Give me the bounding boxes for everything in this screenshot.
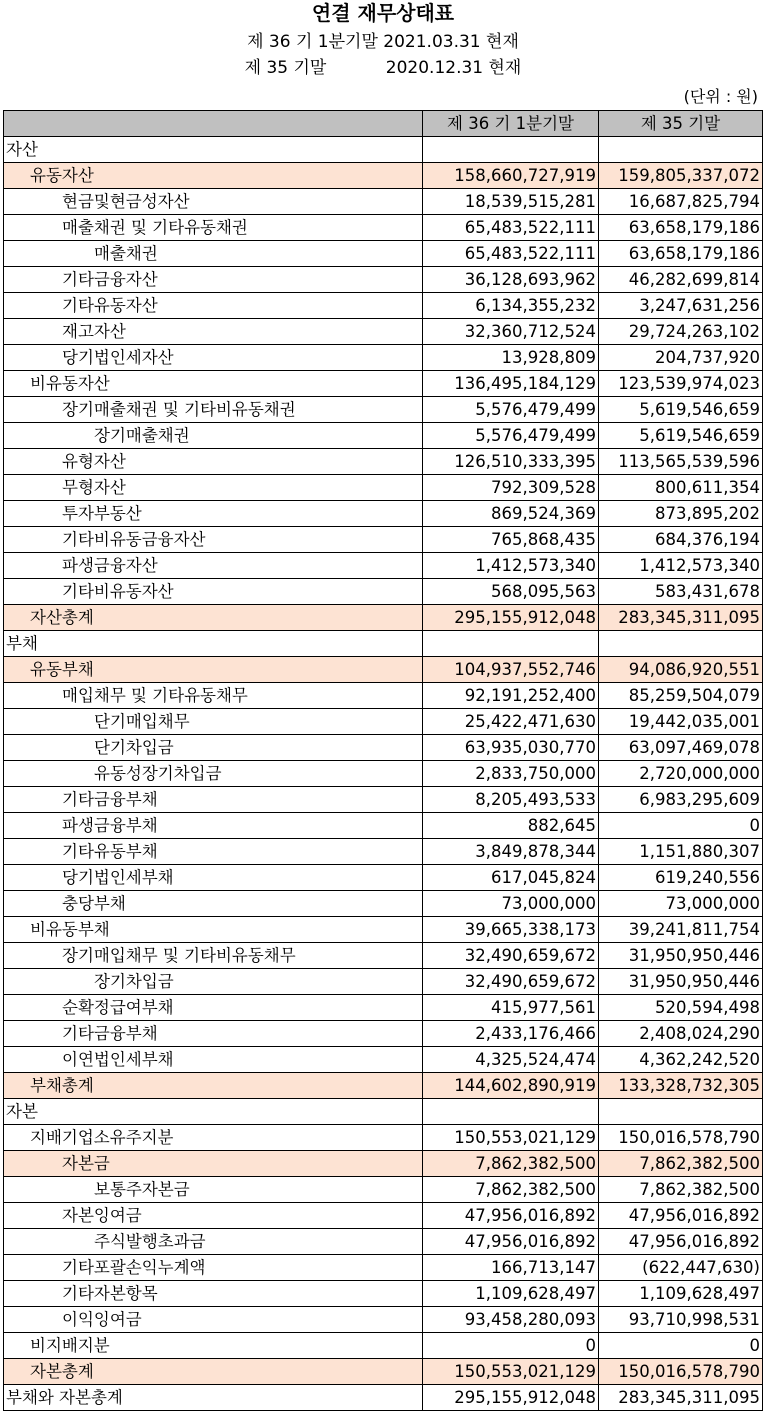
row-label: 자산총계 — [4, 605, 423, 631]
table-row — [4, 1385, 763, 1411]
table-row — [4, 501, 763, 527]
table-row — [4, 475, 763, 501]
header-current-period: 제 36 기 1분기말 — [423, 111, 599, 137]
row-label: 이연법인세부채 — [4, 1047, 423, 1073]
current-period-value — [423, 137, 599, 163]
table-row — [4, 1229, 763, 1255]
row-label: 부채와 자본총계 — [4, 1385, 423, 1411]
row-label: 장기매입채무 및 기타비유동채무 — [4, 943, 423, 969]
previous-period-value: 150,016,578,790 — [599, 1125, 763, 1151]
table-row — [4, 943, 763, 969]
previous-period-value: 31,950,950,446 — [599, 943, 763, 969]
previous-period-value: 283,345,311,095 — [599, 605, 763, 631]
current-period-value: 295,155,912,048 — [423, 605, 599, 631]
table-row — [4, 995, 763, 1021]
current-period-value: 73,000,000 — [423, 891, 599, 917]
table-row — [4, 1021, 763, 1047]
row-label: 기타금융자산 — [4, 267, 423, 293]
table-row — [4, 345, 763, 371]
table-row — [4, 605, 763, 631]
current-period-value: 150,553,021,129 — [423, 1125, 599, 1151]
previous-period-value: 46,282,699,814 — [599, 267, 763, 293]
previous-period-value: 583,431,678 — [599, 579, 763, 605]
current-period-value: 92,191,252,400 — [423, 683, 599, 709]
previous-period-value: 5,619,546,659 — [599, 423, 763, 449]
previous-period-value: 283,345,311,095 — [599, 1385, 763, 1411]
row-label: 부채 — [4, 631, 423, 657]
row-label: 파생금융부채 — [4, 813, 423, 839]
table-row — [4, 449, 763, 475]
previous-period-value — [599, 137, 763, 163]
row-label: 재고자산 — [4, 319, 423, 345]
current-period-value: 36,128,693,962 — [423, 267, 599, 293]
table-row — [4, 371, 763, 397]
current-period-value: 8,205,493,533 — [423, 787, 599, 813]
current-period-value: 295,155,912,048 — [423, 1385, 599, 1411]
row-label: 지배기업소유주지분 — [4, 1125, 423, 1151]
unit-label: (단위 : 원) — [683, 87, 758, 106]
previous-period-value: 0 — [599, 1333, 763, 1359]
row-label: 기타비유동자산 — [4, 579, 423, 605]
previous-period-value — [599, 631, 763, 657]
current-period-value: 158,660,727,919 — [423, 163, 599, 189]
previous-period-value: 0 — [599, 813, 763, 839]
row-label: 자본총계 — [4, 1359, 423, 1385]
row-label: 자본잉여금 — [4, 1203, 423, 1229]
previous-period-value: 159,805,337,072 — [599, 163, 763, 189]
table-row — [4, 865, 763, 891]
table-row — [4, 735, 763, 761]
table-row — [4, 189, 763, 215]
previous-period-value: 73,000,000 — [599, 891, 763, 917]
current-period-value: 7,862,382,500 — [423, 1151, 599, 1177]
previous-period-value: 47,956,016,892 — [599, 1229, 763, 1255]
row-label: 매출채권 — [4, 241, 423, 267]
current-period-value: 5,576,479,499 — [423, 423, 599, 449]
current-period-value: 150,553,021,129 — [423, 1359, 599, 1385]
table-row — [4, 215, 763, 241]
current-period-value: 104,937,552,746 — [423, 657, 599, 683]
document-title: 연결 재무상태표 — [311, 1, 455, 25]
previous-period-value: 1,109,628,497 — [599, 1281, 763, 1307]
table-body — [4, 137, 763, 1411]
row-label: 기타자본항목 — [4, 1281, 423, 1307]
previous-period-value: 29,724,263,102 — [599, 319, 763, 345]
current-period-value: 568,095,563 — [423, 579, 599, 605]
previous-period-value: 1,151,880,307 — [599, 839, 763, 865]
previous-period-value: 63,658,179,186 — [599, 241, 763, 267]
current-period-value: 1,412,573,340 — [423, 553, 599, 579]
current-period-value — [423, 1099, 599, 1125]
row-label: 투자부동산 — [4, 501, 423, 527]
previous-period-value: 63,658,179,186 — [599, 215, 763, 241]
table-row — [4, 631, 763, 657]
current-period-value: 18,539,515,281 — [423, 189, 599, 215]
current-period-value: 47,956,016,892 — [423, 1203, 599, 1229]
row-label: 단기차입금 — [4, 735, 423, 761]
current-period-value: 792,309,528 — [423, 475, 599, 501]
current-period-value: 65,483,522,111 — [423, 215, 599, 241]
previous-period-value: 4,362,242,520 — [599, 1047, 763, 1073]
row-label: 부채총계 — [4, 1073, 423, 1099]
previous-period-value: 85,259,504,079 — [599, 683, 763, 709]
current-period-value: 882,645 — [423, 813, 599, 839]
current-period-value: 32,490,659,672 — [423, 969, 599, 995]
current-period-value: 39,665,338,173 — [423, 917, 599, 943]
table-row — [4, 1333, 763, 1359]
previous-period-value: 113,565,539,596 — [599, 449, 763, 475]
row-label: 자산 — [4, 137, 423, 163]
current-period-value: 136,495,184,129 — [423, 371, 599, 397]
previous-period-value: 94,086,920,551 — [599, 657, 763, 683]
current-period-value: 765,868,435 — [423, 527, 599, 553]
table-row — [4, 917, 763, 943]
previous-period-value: 31,950,950,446 — [599, 969, 763, 995]
current-period-value: 0 — [423, 1333, 599, 1359]
current-period-value: 3,849,878,344 — [423, 839, 599, 865]
previous-period-value: 1,412,573,340 — [599, 553, 763, 579]
current-period-value: 415,977,561 — [423, 995, 599, 1021]
table-row — [4, 1255, 763, 1281]
row-label: 당기법인세자산 — [4, 345, 423, 371]
row-label: 기타유동부채 — [4, 839, 423, 865]
previous-period-value: 19,442,035,001 — [599, 709, 763, 735]
current-period-value: 144,602,890,919 — [423, 1073, 599, 1099]
row-label: 충당부채 — [4, 891, 423, 917]
row-label: 이익잉여금 — [4, 1307, 423, 1333]
previous-period-value: 7,862,382,500 — [599, 1177, 763, 1203]
row-label: 장기매출채권 및 기타비유동채권 — [4, 397, 423, 423]
previous-period-value: (622,447,630) — [599, 1255, 763, 1281]
row-label: 당기법인세부채 — [4, 865, 423, 891]
table-row — [4, 761, 763, 787]
current-period-value: 25,422,471,630 — [423, 709, 599, 735]
current-period-value: 93,458,280,093 — [423, 1307, 599, 1333]
table-row — [4, 267, 763, 293]
row-label: 주식발행초과금 — [4, 1229, 423, 1255]
table-row — [4, 839, 763, 865]
balance-sheet-table — [3, 110, 763, 1411]
row-label: 매입채무 및 기타유동채무 — [4, 683, 423, 709]
previous-period-value: 619,240,556 — [599, 865, 763, 891]
header-label-cell — [4, 111, 423, 137]
table-row — [4, 787, 763, 813]
table-row — [4, 683, 763, 709]
row-label: 보통주자본금 — [4, 1177, 423, 1203]
previous-period-value: 204,737,920 — [599, 345, 763, 371]
previous-period-value: 6,983,295,609 — [599, 787, 763, 813]
row-label: 자본금 — [4, 1151, 423, 1177]
current-period-value: 6,134,355,232 — [423, 293, 599, 319]
previous-period-value: 133,328,732,305 — [599, 1073, 763, 1099]
row-label: 무형자산 — [4, 475, 423, 501]
table-row — [4, 553, 763, 579]
previous-period-value: 93,710,998,531 — [599, 1307, 763, 1333]
table-row — [4, 423, 763, 449]
previous-period-value: 123,539,974,023 — [599, 371, 763, 397]
row-label: 유동성장기차입금 — [4, 761, 423, 787]
current-period-line: 제 36 기 1분기말 2021.03.31 현재 — [247, 32, 519, 52]
previous-period-value — [599, 1099, 763, 1125]
row-label: 기타금융부채 — [4, 787, 423, 813]
row-label: 기타포괄손익누계액 — [4, 1255, 423, 1281]
row-label: 매출채권 및 기타유동채권 — [4, 215, 423, 241]
current-period-value: 63,935,030,770 — [423, 735, 599, 761]
row-label: 장기매출채권 — [4, 423, 423, 449]
row-label: 비지배지분 — [4, 1333, 423, 1359]
current-period-value: 1,109,628,497 — [423, 1281, 599, 1307]
table-row — [4, 1073, 763, 1099]
table-row — [4, 137, 763, 163]
current-period-value: 65,483,522,111 — [423, 241, 599, 267]
row-label: 유동부채 — [4, 657, 423, 683]
current-period-value: 126,510,333,395 — [423, 449, 599, 475]
row-label: 기타유동자산 — [4, 293, 423, 319]
row-label: 기타금융부채 — [4, 1021, 423, 1047]
row-label: 유형자산 — [4, 449, 423, 475]
previous-period-value: 3,247,631,256 — [599, 293, 763, 319]
current-period-value: 869,524,369 — [423, 501, 599, 527]
previous-period-value: 873,895,202 — [599, 501, 763, 527]
row-label: 자본 — [4, 1099, 423, 1125]
previous-period-line: 제 35 기말 2020.12.31 현재 — [244, 58, 522, 78]
current-period-value: 13,928,809 — [423, 345, 599, 371]
current-period-value: 2,433,176,466 — [423, 1021, 599, 1047]
header-previous-period: 제 35 기말 — [599, 111, 763, 137]
table-row — [4, 527, 763, 553]
current-period-value: 32,360,712,524 — [423, 319, 599, 345]
previous-period-value: 150,016,578,790 — [599, 1359, 763, 1385]
table-row — [4, 1125, 763, 1151]
row-label: 장기차입금 — [4, 969, 423, 995]
previous-period-value: 16,687,825,794 — [599, 189, 763, 215]
table-row — [4, 657, 763, 683]
current-period-value: 4,325,524,474 — [423, 1047, 599, 1073]
table-row — [4, 1203, 763, 1229]
row-label: 순확정급여부채 — [4, 995, 423, 1021]
table-row — [4, 813, 763, 839]
row-label: 비유동부채 — [4, 917, 423, 943]
row-label: 파생금융자산 — [4, 553, 423, 579]
table-row — [4, 1281, 763, 1307]
current-period-value: 47,956,016,892 — [423, 1229, 599, 1255]
row-label: 기타비유동금융자산 — [4, 527, 423, 553]
table-row — [4, 1099, 763, 1125]
previous-period-value: 7,862,382,500 — [599, 1151, 763, 1177]
table-row — [4, 241, 763, 267]
table-row — [4, 579, 763, 605]
current-period-value — [423, 631, 599, 657]
previous-period-value: 2,720,000,000 — [599, 761, 763, 787]
current-period-value: 166,713,147 — [423, 1255, 599, 1281]
table-row — [4, 397, 763, 423]
current-period-value: 617,045,824 — [423, 865, 599, 891]
previous-period-value: 2,408,024,290 — [599, 1021, 763, 1047]
table-row — [4, 293, 763, 319]
table-row — [4, 319, 763, 345]
current-period-value: 2,833,750,000 — [423, 761, 599, 787]
table-row — [4, 1177, 763, 1203]
table-row — [4, 1151, 763, 1177]
current-period-value: 5,576,479,499 — [423, 397, 599, 423]
previous-period-value: 47,956,016,892 — [599, 1203, 763, 1229]
row-label: 비유동자산 — [4, 371, 423, 397]
previous-period-value: 39,241,811,754 — [599, 917, 763, 943]
row-label: 유동자산 — [4, 163, 423, 189]
table-row — [4, 163, 763, 189]
table-row — [4, 891, 763, 917]
row-label: 현금및현금성자산 — [4, 189, 423, 215]
table-header-row — [4, 111, 763, 137]
previous-period-value: 63,097,469,078 — [599, 735, 763, 761]
current-period-value: 7,862,382,500 — [423, 1177, 599, 1203]
previous-period-value: 800,611,354 — [599, 475, 763, 501]
previous-period-value: 5,619,546,659 — [599, 397, 763, 423]
previous-period-value: 684,376,194 — [599, 527, 763, 553]
table-row — [4, 1047, 763, 1073]
table-row — [4, 1307, 763, 1333]
table-row — [4, 969, 763, 995]
table-row — [4, 709, 763, 735]
table-row — [4, 1359, 763, 1385]
row-label: 단기매입채무 — [4, 709, 423, 735]
previous-period-value: 520,594,498 — [599, 995, 763, 1021]
current-period-value: 32,490,659,672 — [423, 943, 599, 969]
